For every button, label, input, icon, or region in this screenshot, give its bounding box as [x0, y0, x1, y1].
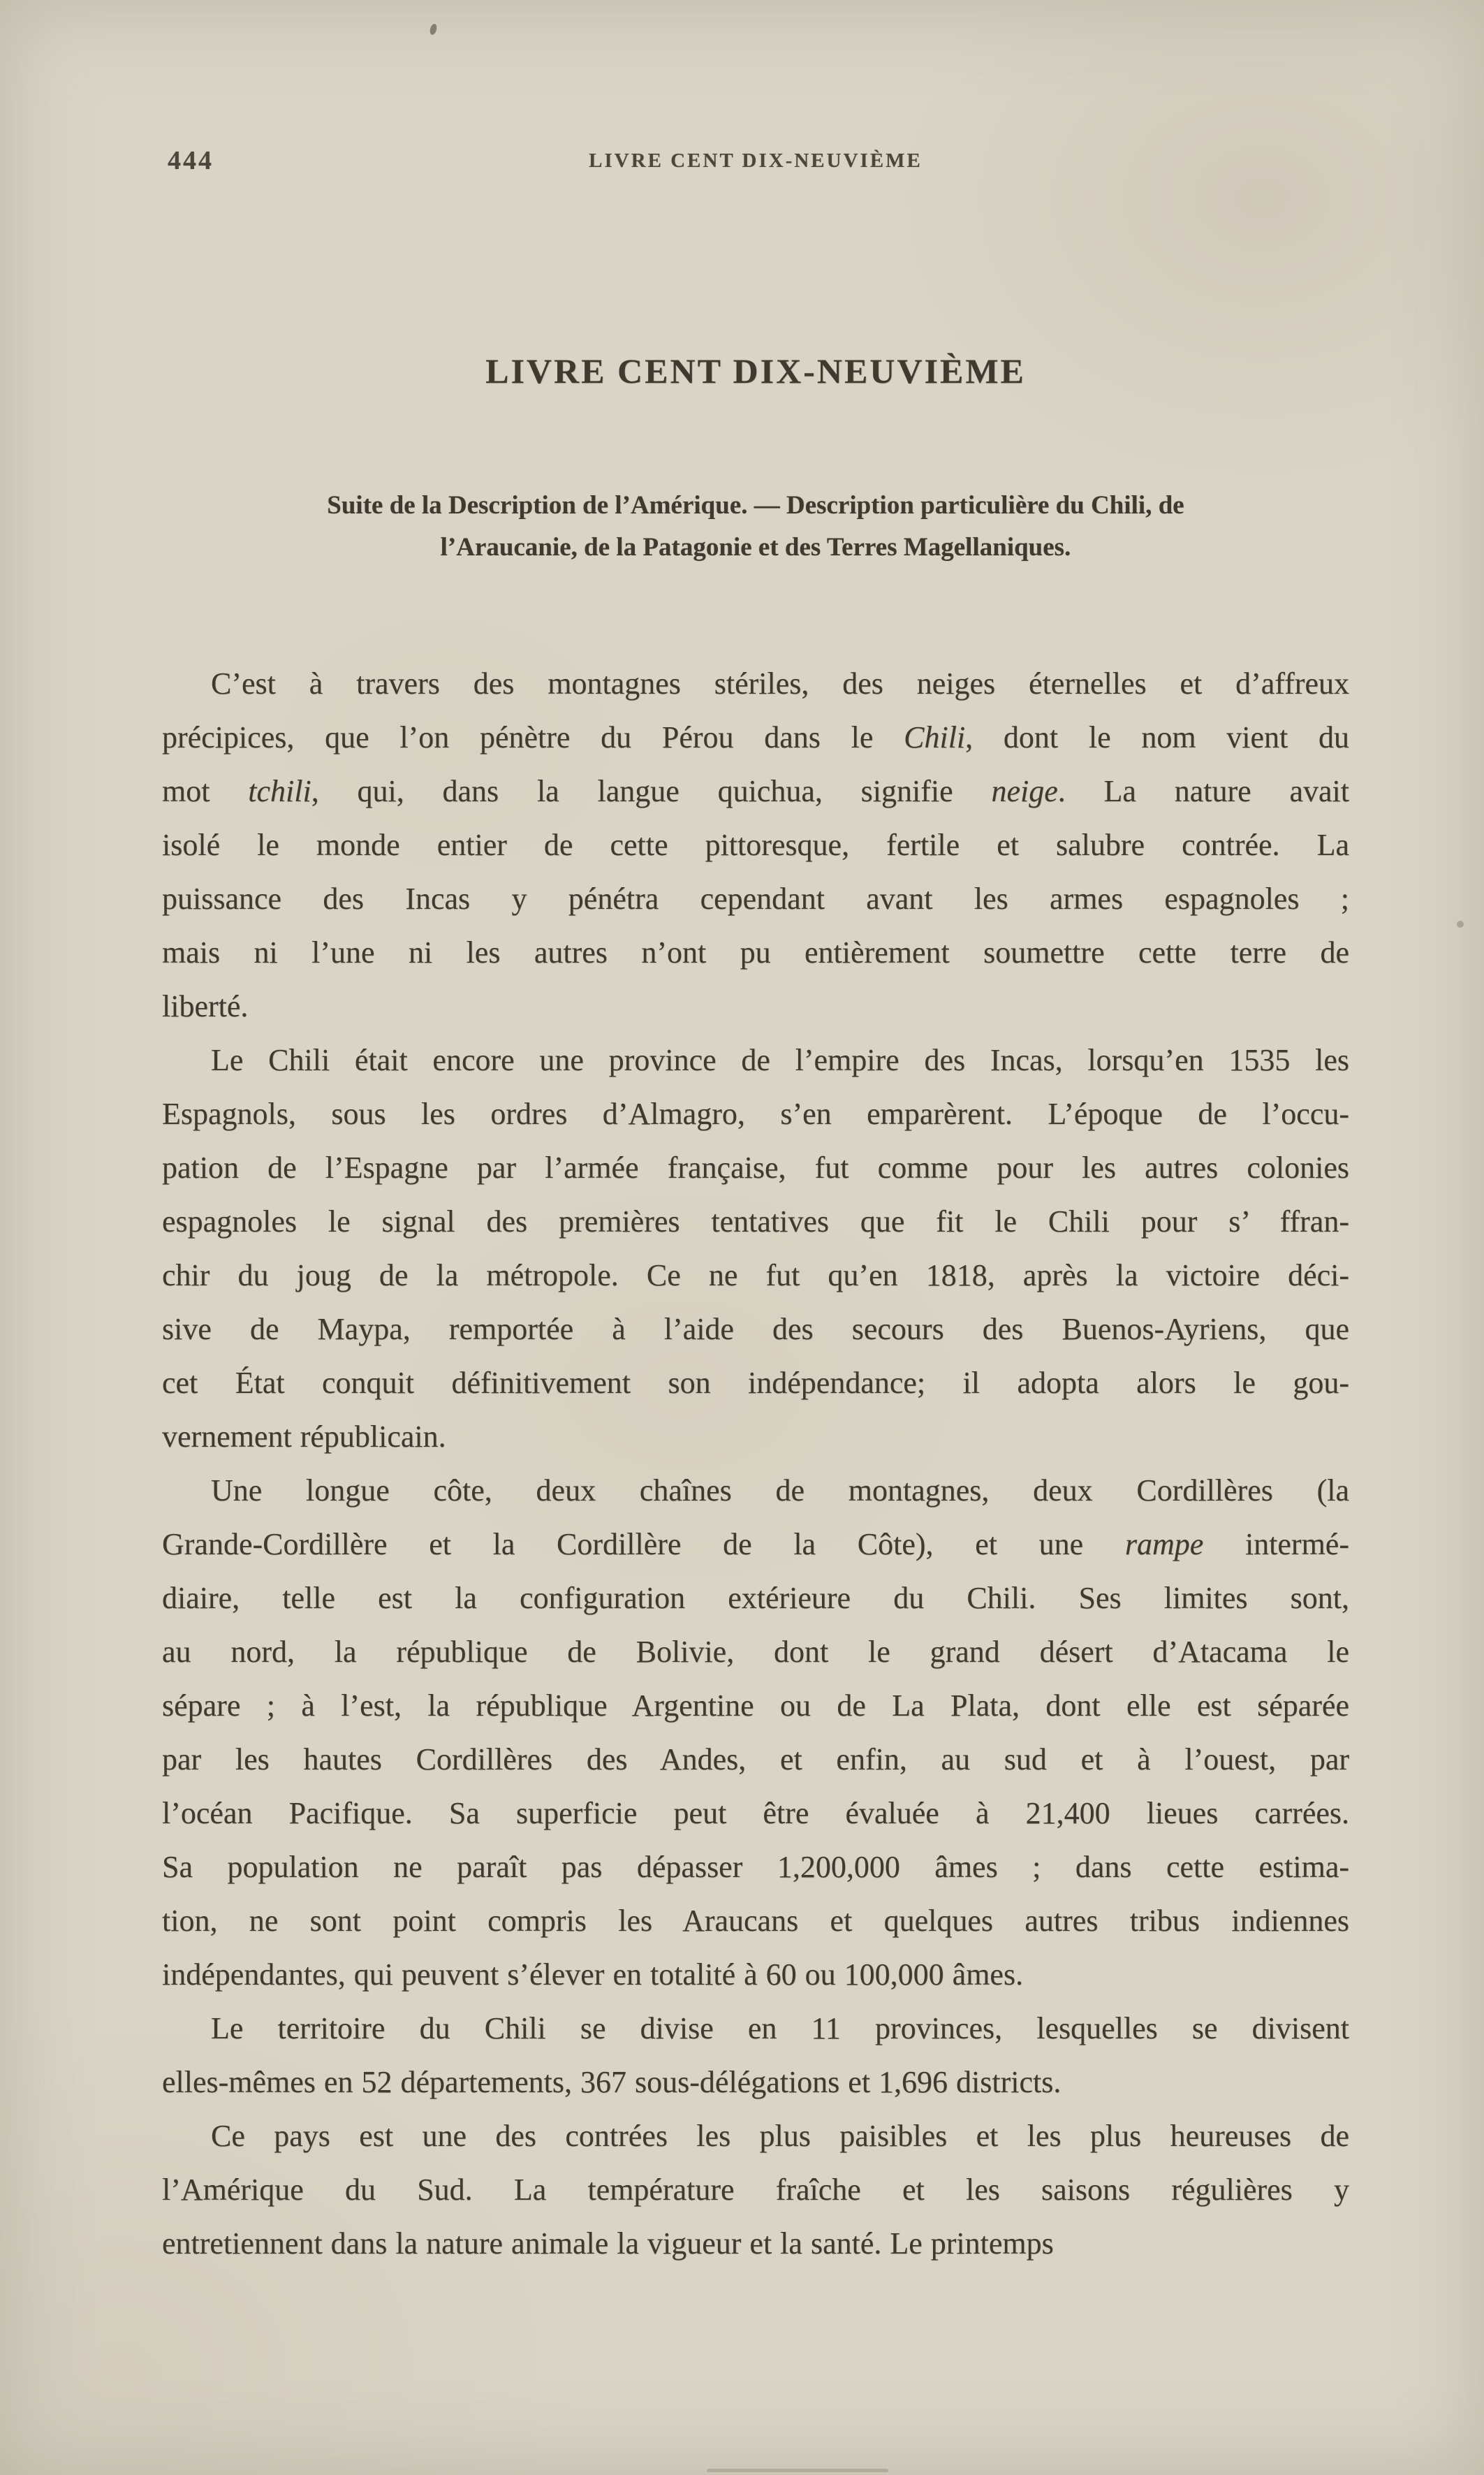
text-line	[162, 1894, 1349, 1948]
italic-run: neige	[991, 774, 1058, 808]
text-run: Le Chili était encore une province de l’empire des Incas, lorsqu’en 1535 les	[211, 1043, 1349, 1077]
italic-run: Chili	[904, 720, 966, 754]
paragraph	[162, 657, 1349, 1033]
text-run: indépendantes, qui peuvent s’élever en totalité à 60 ou 100,000 âmes.	[162, 1957, 1024, 1992]
body-text	[162, 657, 1349, 2270]
text-run: diaire, telle est la configuration extérieure du Chili. Ses limites sont,	[162, 1581, 1349, 1615]
text-run: . La nature avait	[1057, 774, 1349, 808]
text-line	[162, 1948, 1349, 2001]
text-line	[162, 1840, 1349, 1894]
text-run: entretiennent dans la nature animale la vigueur et la santé. Le printemps	[162, 2226, 1054, 2261]
text-run: , qui, dans la langue quichua, signifie	[311, 774, 992, 808]
text-run: Une longue côte, deux chaînes de montagnes, deux Cordillères (la	[211, 1473, 1349, 1507]
text-line	[162, 1356, 1349, 1410]
text-line	[162, 1786, 1349, 1840]
text-run: pation de l’Espagne par l’armée française, fut comme pour les autres colonies	[162, 1151, 1349, 1185]
text-line	[162, 2055, 1349, 2109]
text-line	[162, 1302, 1349, 1356]
text-run: elles-mêmes en 52 départements, 367 sous-délégations et 1,696 districts.	[162, 2065, 1061, 2099]
text-run: l’Amérique du Sud. La température fraîche et les saisons régulières y	[162, 2173, 1349, 2207]
text-line	[162, 872, 1349, 926]
text-line	[162, 1087, 1349, 1141]
text-run: sive de Maypa, remportée à l’aide des secours des Buenos-Ayriens, que	[162, 1312, 1349, 1346]
italic-run: tchili	[248, 774, 311, 808]
text-line	[162, 1033, 1349, 1087]
text-line	[162, 1463, 1349, 1517]
text-run: intermé-	[1203, 1527, 1349, 1561]
chapter-summary	[183, 485, 1328, 569]
page-edge-mark	[707, 2469, 888, 2472]
text-run: tion, ne sont point compris les Araucans et quelques autres tribus indiennes	[162, 1904, 1349, 1938]
ink-speck	[429, 23, 438, 36]
text-line	[162, 1679, 1349, 1732]
text-run: par les hautes Cordillères des Andes, et enfin, au sud et à l’ouest, par	[162, 1742, 1349, 1776]
paragraph	[162, 2001, 1349, 2109]
text-run: au nord, la république de Bolivie, dont le grand désert d’Atacama le	[162, 1635, 1349, 1669]
text-run: puissance des Incas y pénétra cependant avant les armes espagnoles ;	[162, 882, 1349, 916]
text-line	[162, 710, 1349, 764]
chapter-title: LIVRE CENT DIX-NEUVIÈME	[485, 351, 1026, 390]
text-line	[162, 657, 1349, 710]
text-run: mot	[162, 774, 249, 808]
text-line	[162, 1141, 1349, 1195]
chapter-summary-line: Suite de la Description de l’Amérique. — Description particulière du Chili, de	[327, 491, 1184, 520]
text-line	[162, 2217, 1349, 2270]
text-line	[162, 1410, 1349, 1463]
chapter-summary-line: l’Araucanie, de la Patagonie et des Terres Magellaniques.	[440, 533, 1071, 562]
text-run: mais ni l’une ni les autres n’ont pu entièrement soumettre cette terre de	[162, 935, 1349, 970]
text-run: vernement républicain.	[162, 1419, 446, 1454]
text-run: C’est à travers des montagnes stériles, des neiges éternelles et d’affreux	[211, 666, 1349, 701]
paragraph	[162, 1033, 1349, 1463]
page-number: 444	[168, 146, 214, 175]
text-run: chir du joug de la métropole. Ce ne fut qu’en 1818, après la victoire déci-	[162, 1258, 1349, 1292]
text-line	[162, 2163, 1349, 2217]
text-run: Ce pays est une des contrées les plus paisibles et les plus heureuses de	[211, 2119, 1349, 2153]
text-run: Espagnols, sous les ordres d’Almagro, s’en emparèrent. L’époque de l’occu-	[162, 1097, 1349, 1131]
text-line	[162, 1517, 1349, 1571]
text-run: l’océan Pacifique. Sa superficie peut être évaluée à 21,400 lieues carrées.	[162, 1796, 1349, 1830]
paragraph	[162, 1463, 1349, 2001]
text-line	[162, 1571, 1349, 1625]
paragraph	[162, 2109, 1349, 2270]
ink-speck	[1457, 921, 1464, 928]
text-run: Sa population ne paraît pas dépasser 1,200,000 âmes ; dans cette estima-	[162, 1850, 1349, 1884]
running-title: LIVRE CENT DIX-NEUVIÈME	[589, 149, 923, 172]
text-run: Grande-Cordillère et la Cordillère de la Côte), et une	[162, 1527, 1125, 1561]
text-line	[162, 2001, 1349, 2055]
page-header	[162, 145, 1349, 187]
text-run: précipices, que l’on pénètre du Pérou dans le	[162, 720, 904, 754]
text-line	[162, 1195, 1349, 1248]
text-line	[162, 979, 1349, 1033]
text-line	[162, 926, 1349, 979]
text-line	[162, 1248, 1349, 1302]
text-line	[162, 1625, 1349, 1679]
text-run: espagnoles le signal des premières tentatives que fit le Chili pour s’ ffran-	[162, 1204, 1349, 1239]
text-run: sépare ; à l’est, la république Argentine ou de La Plata, dont elle est séparée	[162, 1688, 1349, 1723]
text-line	[162, 2109, 1349, 2163]
text-line	[162, 818, 1349, 872]
text-run: , dont le nom vient du	[965, 720, 1349, 754]
text-run: isolé le monde entier de cette pittoresque, fertile et salubre contrée. La	[162, 828, 1349, 862]
italic-run: rampe	[1124, 1527, 1204, 1561]
text-run: cet État conquit définitivement son indépendance; il adopta alors le gou-	[162, 1366, 1349, 1400]
text-run: liberté.	[162, 989, 249, 1023]
text-run: Le territoire du Chili se divise en 11 provinces, lesquelles se divisent	[211, 2011, 1349, 2045]
text-line	[162, 1732, 1349, 1786]
text-line	[162, 764, 1349, 818]
